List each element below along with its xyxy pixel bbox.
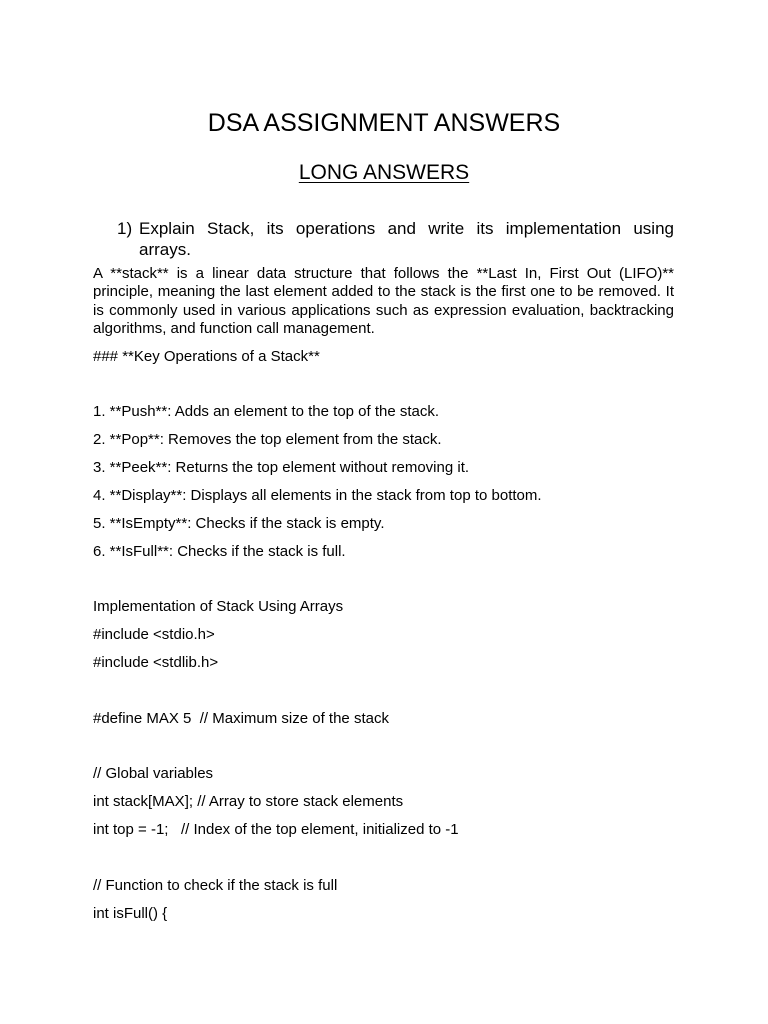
operation-item: 4. **Display**: Displays all elements in the stack from top to bottom.: [93, 487, 542, 504]
operation-item: 3. **Peek**: Returns the top element without removing it.: [93, 459, 470, 476]
code-line: int top = -1; // Index of the top element, initialized to -1: [93, 821, 459, 838]
code-line: // Global variables: [93, 765, 214, 782]
code-line: #define MAX 5 // Maximum size of the stack: [93, 710, 389, 727]
code-line: #include <stdlib.h>: [93, 654, 219, 671]
question-number: 1): [117, 219, 133, 238]
question-item: [117, 218, 674, 260]
code-line: #include <stdio.h>: [93, 626, 215, 643]
operations-heading: ### **Key Operations of a Stack**: [93, 348, 320, 365]
operation-item: 5. **IsEmpty**: Checks if the stack is empty.: [93, 515, 385, 532]
question-text: Explain Stack, its operations and write its implementation using arrays.: [139, 219, 674, 259]
operation-item: 6. **IsFull**: Checks if the stack is full.: [93, 543, 346, 560]
implementation-heading: Implementation of Stack Using Arrays: [93, 598, 344, 615]
operation-item: 2. **Pop**: Removes the top element from the stack.: [93, 431, 442, 448]
code-line: // Function to check if the stack is full: [93, 877, 338, 894]
operation-item: 1. **Push**: Adds an element to the top of the stack.: [93, 403, 440, 420]
intro-paragraph: A **stack** is a linear data structure that follows the **Last In, First Out (LIFO)** principle, meaning the last element added to the stack is the first one to be removed. It is commonly used in various applications such as expression evaluation, backtracking algorithms, and function call management.: [93, 265, 674, 337]
document-title: DSA ASSIGNMENT ANSWERS: [207, 109, 561, 137]
code-line: int stack[MAX]; // Array to store stack elements: [93, 793, 404, 810]
code-line: int isFull() {: [93, 905, 168, 922]
section-subtitle: LONG ANSWERS: [298, 161, 470, 184]
